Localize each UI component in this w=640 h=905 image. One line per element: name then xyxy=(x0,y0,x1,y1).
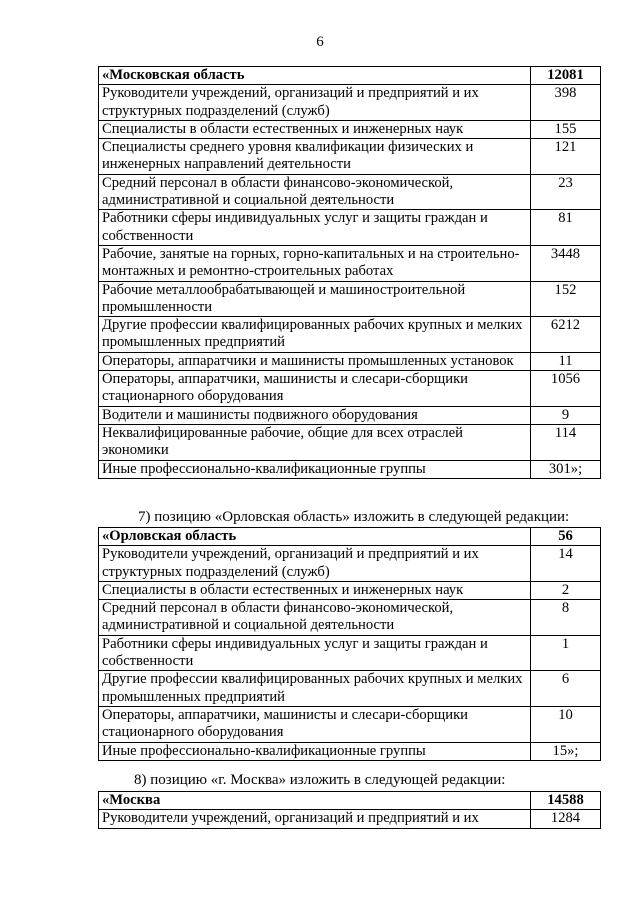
category-value: 1 xyxy=(531,635,601,671)
category-name: Специалисты среднего уровня квалификации физических и инженерных направлений деятельности xyxy=(99,139,531,175)
category-name: Другие профессии квалифицированных рабочих крупных и мелких промышленных предприятий xyxy=(99,671,531,707)
table-row xyxy=(99,671,601,707)
category-name: Водители и машинисты подвижного оборудования xyxy=(99,406,531,424)
category-name: Рабочие, занятые на горных, горно-капитальных и на строительно-монтажных и ремонтно-строительных работах xyxy=(99,245,531,281)
category-name: Средний персонал в области финансово-экономической, административной и социальной деятельности xyxy=(99,174,531,210)
table-row xyxy=(99,317,601,353)
category-name: Операторы, аппаратчики и машинисты промышленных установок xyxy=(99,352,531,370)
category-name: Работники сферы индивидуальных услуг и защиты граждан и собственности xyxy=(99,210,531,246)
category-name: «Орловская область xyxy=(99,528,531,546)
table-row xyxy=(99,424,601,460)
table-row xyxy=(99,352,601,370)
category-value: 121 xyxy=(531,139,601,175)
category-value: 14 xyxy=(531,546,601,582)
category-name: «Московская область xyxy=(99,67,531,85)
category-value: 301»; xyxy=(531,460,601,478)
category-value: 155 xyxy=(531,120,601,138)
table-row xyxy=(99,810,601,828)
category-value: 3448 xyxy=(531,245,601,281)
table-row xyxy=(99,581,601,599)
table-moscow-region xyxy=(98,66,601,479)
table-row xyxy=(99,546,601,582)
category-value: 114 xyxy=(531,424,601,460)
category-value: 23 xyxy=(531,174,601,210)
page-number: 6 xyxy=(316,34,324,50)
category-value: 1056 xyxy=(531,371,601,407)
category-value: 12081 xyxy=(531,67,601,85)
category-name: Неквалифицированные рабочие, общие для всех отраслей экономики xyxy=(99,424,531,460)
table-oryol-region xyxy=(98,527,601,761)
paragraph-7: 7) позицию «Орловская область» изложить в следующей редакции: xyxy=(138,509,570,525)
category-value: 11 xyxy=(531,352,601,370)
table-moscow xyxy=(98,791,601,829)
category-value: 15»; xyxy=(531,742,601,760)
category-name: Иные профессионально-квалификационные группы xyxy=(99,460,531,478)
table-head-row xyxy=(99,792,601,810)
category-value: 6 xyxy=(531,671,601,707)
category-value: 2 xyxy=(531,581,601,599)
table-row xyxy=(99,371,601,407)
category-value: 1284 xyxy=(531,810,601,828)
category-name: Руководители учреждений, организаций и предприятий и их структурных подразделений (служб) xyxy=(99,85,531,121)
category-name: «Москва xyxy=(99,792,531,810)
category-name: Иные профессионально-квалификационные группы xyxy=(99,742,531,760)
table-row xyxy=(99,406,601,424)
category-name: Средний персонал в области финансово-экономической, административной и социальной деятельности xyxy=(99,600,531,636)
table-row xyxy=(99,706,601,742)
table-row xyxy=(99,635,601,671)
category-name: Руководители учреждений, организаций и предприятий и их структурных подразделений (служб) xyxy=(99,546,531,582)
category-name: Работники сферы индивидуальных услуг и защиты граждан и собственности xyxy=(99,635,531,671)
category-name: Операторы, аппаратчики, машинисты и слесари-сборщики стационарного оборудования xyxy=(99,371,531,407)
category-value: 398 xyxy=(531,85,601,121)
table-row xyxy=(99,245,601,281)
category-name: Другие профессии квалифицированных рабочих крупных и мелких промышленных предприятий xyxy=(99,317,531,353)
table-row xyxy=(99,742,601,760)
category-value: 6212 xyxy=(531,317,601,353)
table-row xyxy=(99,174,601,210)
category-name: Рабочие металлообрабатывающей и машиностроительной промышленности xyxy=(99,281,531,317)
table-row xyxy=(99,210,601,246)
table-row xyxy=(99,460,601,478)
table-head-row xyxy=(99,67,601,85)
category-value: 152 xyxy=(531,281,601,317)
category-name: Специалисты в области естественных и инженерных наук xyxy=(99,120,531,138)
category-name: Руководители учреждений, организаций и предприятий и их xyxy=(99,810,531,828)
category-value: 14588 xyxy=(531,792,601,810)
category-value: 56 xyxy=(531,528,601,546)
category-value: 9 xyxy=(531,406,601,424)
category-value: 8 xyxy=(531,600,601,636)
table-row xyxy=(99,85,601,121)
table-row xyxy=(99,120,601,138)
paragraph-8: 8) позицию «г. Москва» изложить в следующей редакции: xyxy=(134,772,506,788)
table-row xyxy=(99,139,601,175)
table-row xyxy=(99,281,601,317)
category-value: 10 xyxy=(531,706,601,742)
table-head-row xyxy=(99,528,601,546)
category-value: 81 xyxy=(531,210,601,246)
category-name: Операторы, аппаратчики, машинисты и слесари-сборщики стационарного оборудования xyxy=(99,706,531,742)
category-name: Специалисты в области естественных и инженерных наук xyxy=(99,581,531,599)
table-row xyxy=(99,600,601,636)
